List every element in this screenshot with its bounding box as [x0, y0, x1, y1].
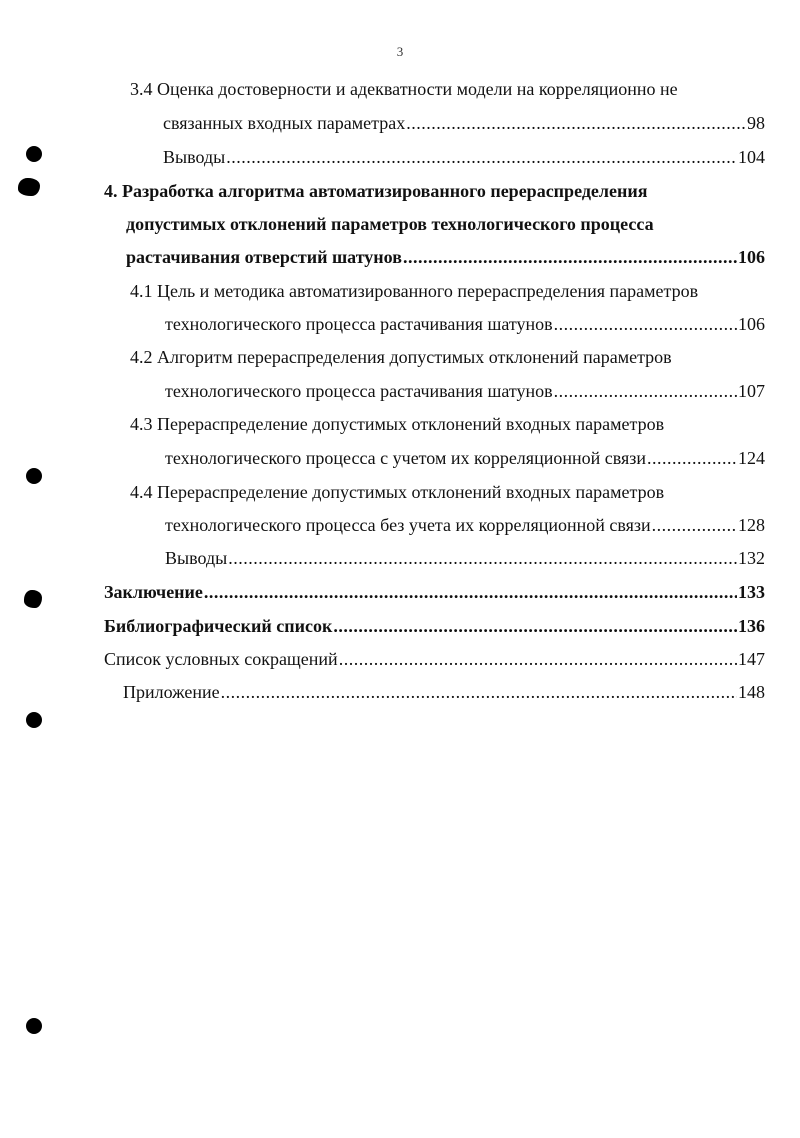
punch-hole — [26, 146, 42, 162]
toc-conclusion[interactable]: Заключение ..... 133 — [104, 581, 765, 603]
toc-chapter-4-line1: 4. Разработка алгоритма автоматизированного перераспределения — [104, 181, 648, 201]
toc-entry-4-1[interactable]: технологического процесса растачивания шатунов ..... 106 — [165, 313, 765, 335]
toc-entry-3-conclusions[interactable]: Выводы ..... 104 — [163, 146, 765, 168]
ink-blot — [18, 178, 40, 196]
punch-hole — [26, 1018, 42, 1034]
ink-blot — [24, 590, 42, 608]
leader-dots — [333, 615, 737, 637]
leader-dots — [647, 447, 737, 469]
toc-abbreviations[interactable]: Список условных сокращений ..... 147 — [104, 648, 765, 670]
page-ref: 136 — [738, 616, 765, 636]
toc-chapter-4-line2: допустимых отклонений параметров технологического процесса — [126, 214, 654, 234]
leader-dots — [339, 648, 737, 670]
leader-dots — [403, 246, 737, 268]
toc-entry-4-1-line1: 4.1 Цель и методика автоматизированного перераспределения параметров — [130, 281, 699, 301]
toc-entry-4-3[interactable]: технологического процесса с учетом их корреляционной связи ..... 124 — [165, 447, 765, 469]
toc-entry-4-4-line1: 4.4 Перераспределение допустимых отклонений входных параметров — [130, 482, 665, 502]
leader-dots — [554, 313, 737, 335]
toc-entry-4-conclusions[interactable]: Выводы ..... 132 — [165, 547, 765, 569]
page-ref: 147 — [738, 649, 765, 669]
page-ref: 106 — [738, 247, 765, 267]
page-ref: 104 — [738, 147, 765, 167]
toc-appendix[interactable]: Приложение ..... 148 — [123, 681, 765, 703]
leader-dots — [406, 112, 746, 134]
toc-entry-4-2[interactable]: технологического процесса растачивания шатунов ..... 107 — [165, 380, 765, 402]
toc-entry-4-3-line1: 4.3 Перераспределение допустимых отклонений входных параметров — [130, 414, 665, 434]
toc-bibliography[interactable]: Библиографический список ..... 136 — [104, 615, 765, 637]
page-ref: 124 — [738, 448, 765, 468]
page-ref: 107 — [738, 381, 765, 401]
punch-hole — [26, 468, 42, 484]
leader-dots — [226, 146, 737, 168]
page-ref: 133 — [738, 582, 765, 602]
page-ref: 98 — [747, 113, 765, 133]
page-ref: 148 — [738, 682, 765, 702]
toc-entry-4-2-line1: 4.2 Алгоритм перераспределения допустимых отклонений параметров — [130, 347, 672, 367]
leader-dots — [554, 380, 737, 402]
punch-hole — [26, 712, 42, 728]
page-ref: 132 — [738, 548, 765, 568]
leader-dots — [204, 581, 737, 603]
toc-entry-3-4[interactable]: связанных входных параметрах ..... 98 — [163, 112, 765, 134]
toc-entry-3-4-line1: 3.4 Оценка достоверности и адекватности модели на корреляционно не — [130, 79, 678, 99]
leader-dots — [221, 681, 737, 703]
page-ref: 128 — [738, 515, 765, 535]
leader-dots — [228, 547, 737, 569]
toc-entry-4-4[interactable]: технологического процесса без учета их корреляционной связи ..... 128 — [165, 514, 765, 536]
page-number: 3 — [396, 44, 404, 59]
toc-chapter-4[interactable]: растачивания отверстий шатунов ..... 106 — [126, 246, 765, 268]
page-ref: 106 — [738, 314, 765, 334]
leader-dots — [652, 514, 737, 536]
